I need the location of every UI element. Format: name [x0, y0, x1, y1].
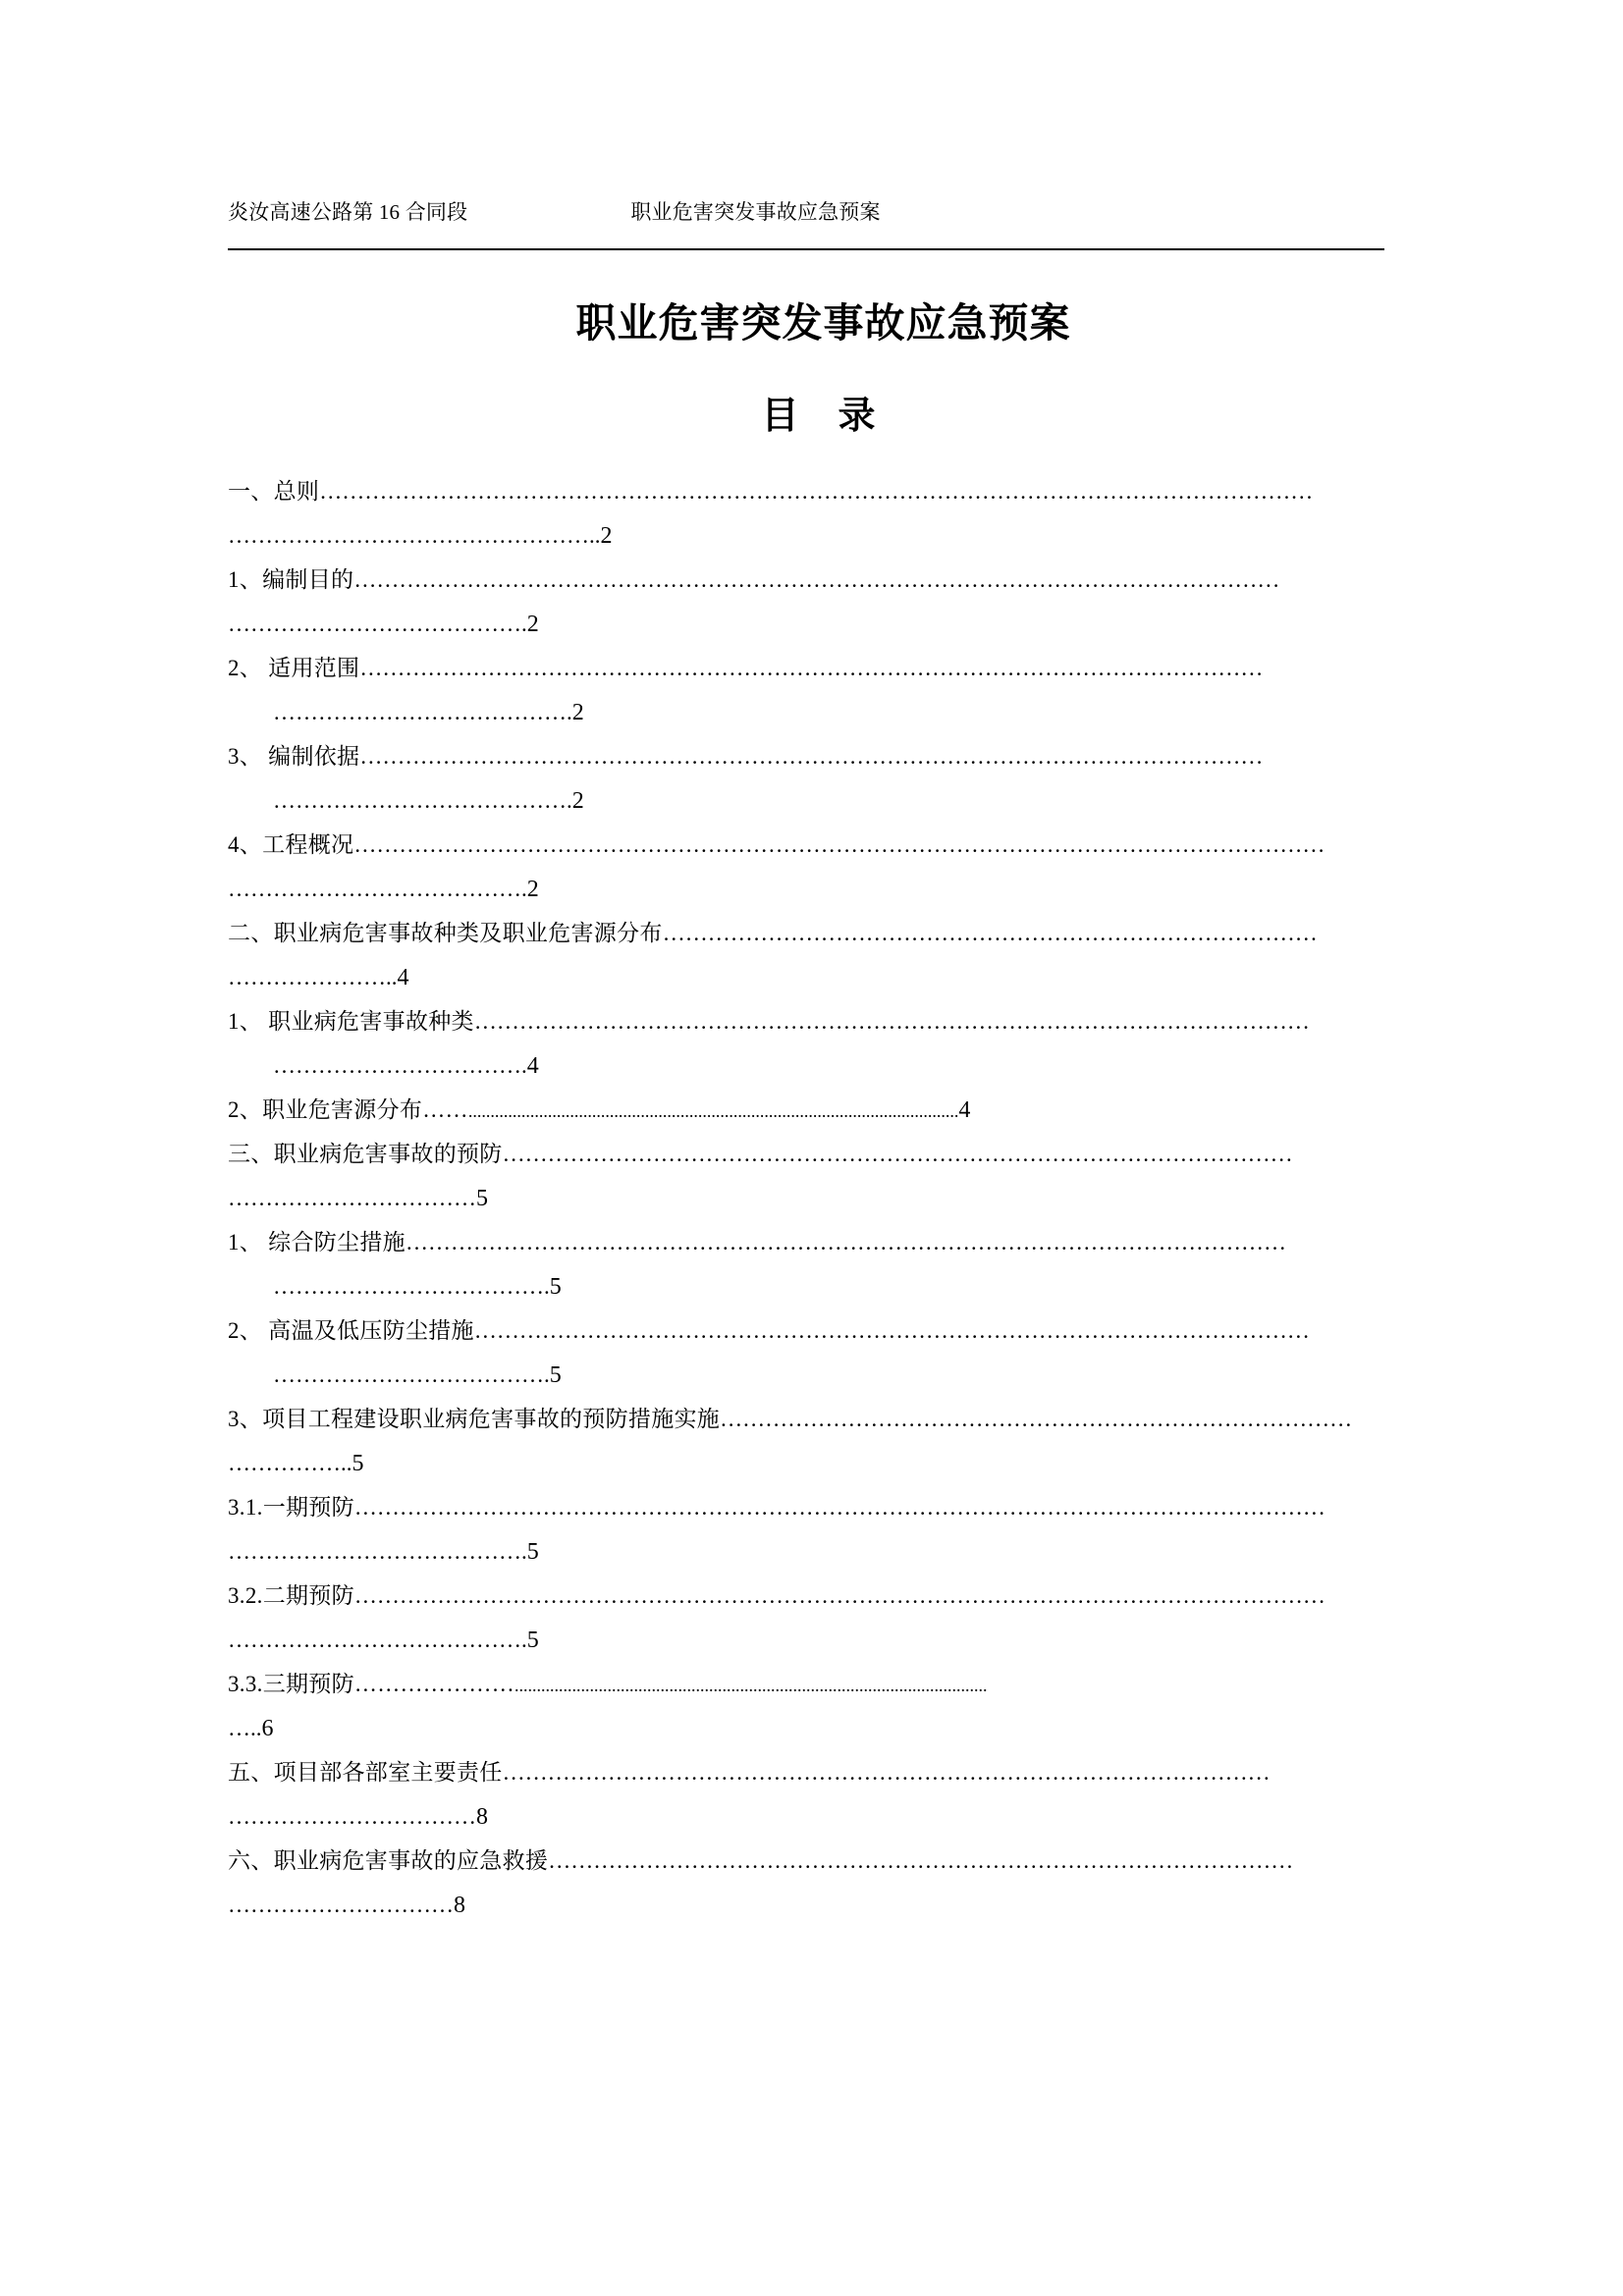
toc-entry[interactable] — [228, 1485, 1386, 1574]
toc-entry-continuation — [228, 1706, 1386, 1750]
toc-dot-leader: ………………………… — [228, 1893, 454, 1917]
page-title: 职业危害突发事故应急预案 — [575, 299, 1071, 347]
toc-dot-leader: …………………………………………………………………………………………… — [502, 1142, 1293, 1166]
toc-entry-continuation — [228, 513, 1386, 558]
toc-entry[interactable] — [228, 1397, 1386, 1485]
toc-entry-continuation — [228, 1794, 1386, 1839]
toc-entry-label: 1、编制目的 — [228, 567, 354, 592]
toc-entry-label: 3.2.二期预防 — [228, 1583, 354, 1608]
toc-heading-right: 录 — [838, 393, 878, 437]
toc-dot-leader: ………………………………………………………………………………………………………………… — [353, 832, 1325, 857]
toc-entry-continuation — [228, 1529, 1386, 1574]
toc-entry[interactable] — [228, 558, 1386, 646]
toc-entry[interactable] — [228, 1132, 1386, 1220]
toc-dot-leader: …………………………………………………………………………………………………………………… — [319, 479, 1314, 504]
toc-entry-continuation — [228, 1176, 1386, 1220]
toc-page-number: 2 — [571, 788, 584, 814]
toc-entry-continuation — [228, 1043, 1386, 1088]
toc-page-number: 4 — [397, 965, 409, 990]
toc-entry-label: 三、职业病危害事故的预防 — [228, 1142, 503, 1166]
toc-entry-continuation — [228, 1264, 1386, 1308]
table-of-contents — [228, 469, 1386, 1927]
toc-entry-label: 2、 高温及低压防尘措施 — [228, 1318, 474, 1343]
toc-entry-label: 一、总则 — [228, 479, 320, 504]
toc-dot-leader: ………………………………. — [273, 1362, 550, 1387]
toc-entry[interactable] — [228, 1839, 1386, 1927]
toc-dot-leader: …………………………………. — [228, 877, 527, 901]
toc-page-number: 5 — [526, 1628, 539, 1653]
toc-page-number: 4 — [526, 1053, 539, 1079]
toc-dot-leader: ………………………………………………………………………………………………………………… — [353, 1495, 1325, 1520]
toc-page-number: 8 — [454, 1893, 465, 1918]
toc-entry[interactable] — [228, 911, 1386, 999]
toc-dot-leader: …………………………… — [228, 1186, 476, 1210]
toc-entry-line — [228, 1485, 1386, 1529]
toc-entry-line — [228, 1662, 1386, 1706]
header-right-text: 职业危害突发事故应急预案 — [630, 200, 881, 224]
toc-heading-left: 目 — [761, 393, 801, 437]
toc-dot-leader: ………………………………. — [273, 1274, 550, 1299]
toc-dot-leader: ………………………………………………………………………………………………… — [473, 1318, 1310, 1343]
toc-dot-leader: …………………………… — [228, 1804, 476, 1829]
toc-entry-line — [228, 999, 1386, 1043]
toc-dot-leader: ….. — [228, 1716, 262, 1740]
toc-entry-label: 3、 编制依据 — [228, 744, 360, 769]
toc-dot-leader: …………………………………. — [273, 700, 572, 724]
header-left-text: 炎汝高速公路第 16 合同段 — [228, 200, 468, 224]
toc-entry-continuation — [228, 955, 1386, 999]
toc-entry-line — [228, 823, 1386, 867]
toc-page-number: 2 — [571, 700, 584, 725]
toc-entry-label: 六、职业病危害事故的应急救援 — [228, 1848, 549, 1873]
page-header — [228, 201, 1384, 240]
toc-entry[interactable] — [228, 1308, 1386, 1397]
toc-entry-label: 二、职业病危害事故种类及职业危害源分布 — [228, 921, 663, 945]
toc-dot-leader: ……………………………………………………………………………………………………… — [405, 1230, 1286, 1255]
toc-dot-leader: …………………………………. — [228, 612, 527, 636]
toc-entry[interactable] — [228, 469, 1386, 558]
toc-dot-leader: ............................................................................................................... — [467, 1101, 959, 1121]
toc-entry-label: 1、 职业病危害事故种类 — [228, 1009, 474, 1034]
toc-entry[interactable] — [228, 646, 1386, 734]
toc-page-number: 8 — [476, 1804, 488, 1830]
toc-dot-leader: ……………………………. — [273, 1053, 527, 1078]
toc-dot-leader: …………………………………. — [273, 788, 572, 813]
toc-entry-continuation — [228, 867, 1386, 911]
toc-entry-line — [228, 1308, 1386, 1353]
toc-entry[interactable] — [228, 1088, 1386, 1132]
toc-dot-leader: ……………………………………………………………………………………… — [548, 1848, 1294, 1873]
toc-page-number: 2 — [600, 523, 613, 549]
toc-entry-continuation — [228, 690, 1386, 734]
toc-dot-leader: ………………………………………………………………………………………………… — [473, 1009, 1310, 1034]
toc-entry[interactable] — [228, 1750, 1386, 1839]
toc-page-number: 2 — [526, 877, 539, 902]
toc-entry-line — [228, 469, 1386, 513]
toc-entry[interactable] — [228, 999, 1386, 1088]
toc-entry-continuation — [228, 602, 1386, 646]
toc-entry-label: 五、项目部各部室主要责任 — [228, 1760, 503, 1785]
header-divider — [228, 248, 1384, 250]
toc-page-number: 5 — [549, 1362, 562, 1388]
toc-entry-line — [228, 911, 1386, 955]
toc-entry-line — [228, 1397, 1386, 1441]
toc-entry-label: 3.3.三期预防………………… — [228, 1672, 514, 1696]
toc-page-number: 2 — [526, 612, 539, 637]
toc-dot-leader: ........................................................................................................... — [514, 1676, 988, 1695]
toc-entry-continuation — [228, 1353, 1386, 1397]
toc-entry-line — [228, 646, 1386, 690]
toc-dot-leader: ………………………………………………………………………… — [720, 1407, 1353, 1431]
toc-page-number: 5 — [352, 1451, 364, 1476]
toc-page-number: 6 — [261, 1716, 274, 1741]
toc-dot-leader: ………………………………………………………………………………………………………… — [359, 744, 1264, 769]
toc-dot-leader: …………….. — [228, 1451, 352, 1475]
toc-heading — [0, 385, 1623, 439]
toc-entry-line — [228, 1088, 1386, 1132]
toc-dot-leader: …………………………………. — [228, 1539, 527, 1564]
toc-dot-leader: ………………….. — [228, 965, 398, 989]
toc-entry[interactable] — [228, 1574, 1386, 1662]
toc-entry[interactable] — [228, 1220, 1386, 1308]
toc-page-number: 5 — [476, 1186, 488, 1211]
toc-page-number: 5 — [526, 1539, 539, 1565]
toc-page-number: 4 — [958, 1097, 971, 1123]
toc-entry-line — [228, 1574, 1386, 1618]
toc-entry[interactable] — [228, 1662, 1386, 1750]
toc-dot-leader: …………………………………………………………………………………………………………… — [353, 567, 1280, 592]
toc-entry-line — [228, 558, 1386, 602]
toc-entry-continuation — [228, 778, 1386, 823]
toc-entry-label: 3.1.一期预防 — [228, 1495, 354, 1520]
toc-entry-continuation — [228, 1618, 1386, 1662]
toc-entry-label: 2、职业危害源分布…… — [228, 1097, 468, 1122]
toc-entry[interactable] — [228, 734, 1386, 823]
toc-dot-leader: ………………………………………….. — [228, 523, 601, 548]
toc-entry-continuation — [228, 1883, 1386, 1927]
toc-dot-leader: …………………………………. — [228, 1628, 527, 1652]
toc-entry-continuation — [228, 1441, 1386, 1485]
toc-page-number: 5 — [549, 1274, 562, 1300]
toc-entry-line — [228, 1839, 1386, 1883]
toc-entry-label: 1、 综合防尘措施 — [228, 1230, 406, 1255]
toc-entry[interactable] — [228, 823, 1386, 911]
toc-dot-leader: ………………………………………………………………………………………………………………… — [353, 1583, 1325, 1608]
toc-entry-line — [228, 1132, 1386, 1176]
toc-entry-label: 4、工程概况 — [228, 832, 354, 857]
toc-entry-label: 3、项目工程建设职业病危害事故的预防措施实施 — [228, 1407, 721, 1431]
toc-entry-line — [228, 1220, 1386, 1264]
toc-dot-leader: …………………………………………………………………………… — [662, 921, 1318, 945]
toc-entry-line — [228, 1750, 1386, 1794]
toc-entry-line — [228, 734, 1386, 778]
toc-dot-leader: ………………………………………………………………………………………………………… — [359, 656, 1264, 680]
toc-dot-leader: ………………………………………………………………………………………… — [502, 1760, 1271, 1785]
toc-entry-label: 2、 适用范围 — [228, 656, 360, 680]
